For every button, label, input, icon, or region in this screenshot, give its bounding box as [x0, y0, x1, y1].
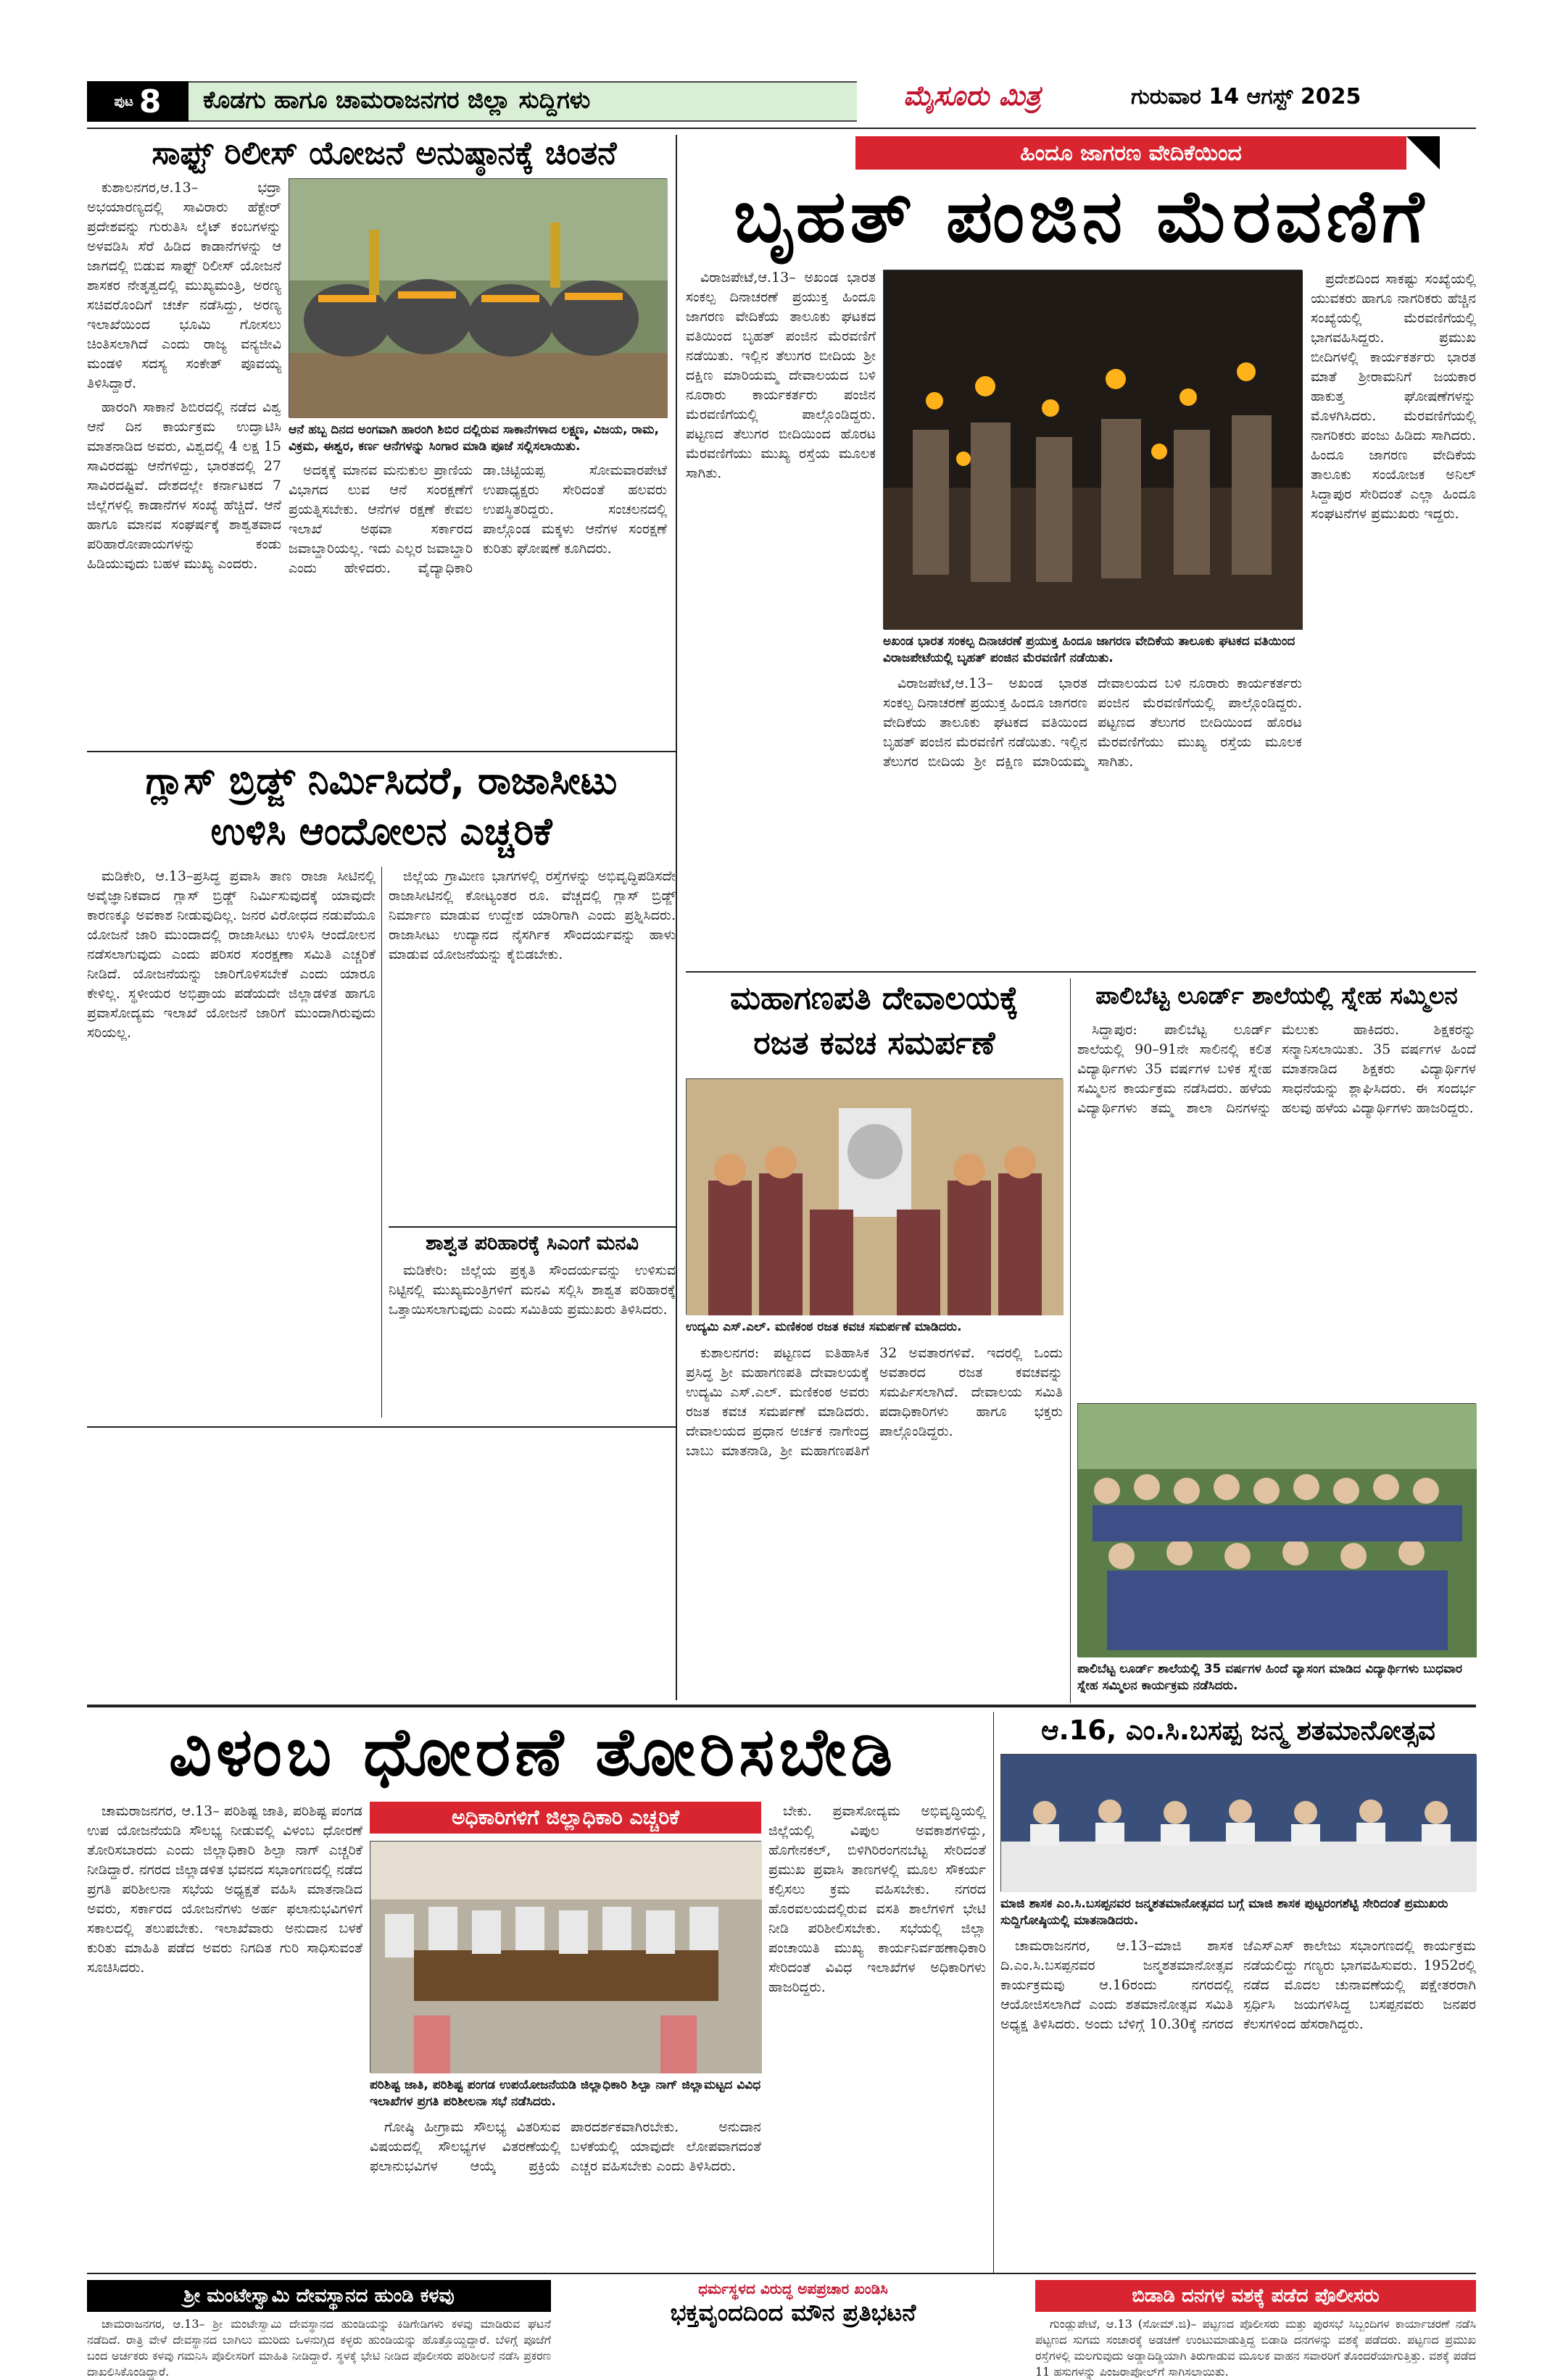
photo-caption: ಪಾಲಿಬೆಟ್ಟ ಲೂರ್ಡ್ ಶಾಲೆಯಲ್ಲಿ 35 ವರ್ಷಗಳ ಹಿಂದೆ ವ್ಯಾಸಂಗ ಮಾಡಿದ ವಿದ್ಯಾರ್ಥಿಗಳು ಬುಧವಾರ ಸ್ನೇಹ ಸಮ್ಮಿಲನ ಕಾರ್ಯಕ್ರಮ ನಡೆಸಿದರು.	[1077, 1662, 1462, 1693]
headline-glass-bridge: ಗ್ಲಾಸ್ ಬ್ರಿಡ್ಜ್ ನಿರ್ಮಿಸಿದರೆ, ರಾಜಾಸೀಟು	[145, 760, 618, 803]
photo-caption: ಅಖಂಡ ಭಾರತ ಸಂಕಲ್ಪ ದಿನಾಚರಣೆ ಪ್ರಯುಕ್ತ ಹಿಂದೂ ಜಾಗರಣ ವೇದಿಕೆಯ ತಾಲೂಕು ಘಟಕದ ವತಿಯಿಂದ ವಿರಾಜಪೇಟೆಯಲ್ಲಿ ಬೃಹತ್ ಪಂಜಿನ ಮೆರವಣಿಗೆ ನಡೆಯಿತು.	[883, 634, 1295, 665]
headline-stray-cattle: ಬಿಡಾಡಿ ದನಗಳ ವಶಕ್ಕೆ ಪಡೆದ ಪೊಲೀಸರು	[1035, 2280, 1476, 2312]
section-divider	[87, 2273, 1476, 2274]
article-body	[883, 674, 1302, 964]
subhead-cm-appeal: ಶಾಶ್ವತ ಪರಿಹಾರಕ್ಕೆ ಸಿಎಂಗೆ ಮನವಿ	[389, 1226, 676, 1255]
story-divider	[686, 971, 1476, 973]
alumni-group-photo	[1077, 1403, 1476, 1657]
headline-silent-protest: ಭಕ್ತವೃಂದದಿಂದ ಮೌನ ಪ್ರತಿಭಟನೆ	[670, 2299, 916, 2326]
paragraph: ಚಾಮರಾಜನಗರ, ಆ.13–ಮಾಜಿ ಶಾಸಕ ದಿ.ಎಂ.ಸಿ.ಬಸಪ್ಪನವರ ಜನ್ಮಶತಮಾನೋತ್ಸವ ಕಾರ್ಯಕ್ರಮವು ಆ.16ರಂದು ನಗರದಲ್ಲಿ ಆಯೋಜಿಸಲಾಗಿದೆ ಎಂದು ಶತಮಾನೋತ್ಸವ ಸಮಿತಿ ಅಧ್ಯಕ್ಷ ತಿಳಿಸಿದರು. ಅಂದು ಬೆಳಿಗ್ಗೆ 10.30ಕ್ಕೆ ನಗರದ ಜೆಎಸ್‌ಎಸ್ ಕಾಲೇಜು ಸಭಾಂಗಣದಲ್ಲಿ ಕಾರ್ಯಕ್ರಮ ನಡೆಯಲಿದ್ದು ಗಣ್ಯರು ಭಾಗವಹಿಸುವರು. 1952ರಲ್ಲಿ ನಡೆದ ಮೊದಲ ಚುನಾವಣೆಯಲ್ಲಿ ಪಕ್ಷೇತರರಾಗಿ ಸ್ಪರ್ಧಿಸಿ ಜಯಗಳಿಸಿದ್ದ ಬಸಪ್ಪನವರು ಜನಪರ ಕೆಲಸಗಳಿಂದ ಹೆಸರಾಗಿದ್ದರು.	[1000, 1938, 1476, 2032]
article-body	[389, 1261, 676, 1418]
newspaper-name: ಮೈಸೂರು ಮಿತ್ರ	[903, 80, 1041, 112]
article-body	[87, 2316, 551, 2379]
headline-brihat-panjina: ಬೃಹತ್ ಪಂಜಿನ ಮೆರವಣಿಗೆ	[733, 174, 1429, 259]
paragraph: ಚಾಮರಾಜನಗರ, ಆ.13– ಪರಿಶಿಷ್ಟ ಜಾತಿ, ಪರಿಶಿಷ್ಟ ಪಂಗಡ ಉಪ ಯೋಜನೆಯಡಿ ಸೌಲಭ್ಯ ನೀಡುವಲ್ಲಿ ವಿಳಂಬ ಧೋರಣೆ ತೋರಿಸಬಾರದು ಎಂದು ಜಿಲ್ಲಾಧಿಕಾರಿ ಶಿಲ್ಪಾ ನಾಗ್ ಎಚ್ಚರಿಕೆ ನೀಡಿದ್ದಾರೆ. ನಗರದ ಜಿಲ್ಲಾಡಳಿತ ಭವನದ ಸಭಾಂಗಣದಲ್ಲಿ ನಡೆದ ಪ್ರಗತಿ ಪರಿಶೀಲನಾ ಸಭೆಯ ಅಧ್ಯಕ್ಷತೆ ವಹಿಸಿ ಮಾತನಾಡಿದ ಅವರು, ಸರ್ಕಾರದ ಯೋಜನೆಗಳು ಅರ್ಹ ಫಲಾನುಭವಿಗಳಿಗೆ ಸಕಾಲದಲ್ಲಿ ತಲುಪಬೇಕು. ಇಲಾಖೆವಾರು ಅನುದಾನ ಬಳಕೆ ಕುರಿತು ಮಾಹಿತಿ ಪಡೆದ ಅವರು ನಿಗದಿತ ಗುರಿ ಸಾಧಿಸುವಂತೆ ಸೂಚಿಸಿದರು.	[87, 1803, 362, 1976]
silver-kavacha-photo	[686, 1078, 1063, 1315]
article-body	[686, 268, 876, 964]
column-divider	[993, 1712, 994, 2274]
article-body	[289, 461, 667, 744]
meeting-photo	[370, 1841, 761, 2073]
column-divider	[676, 135, 677, 1700]
paragraph: ಗುಂಡ್ಲುಪೇಟೆ, ಆ.13 (ಸೋಮ್.ಜಿ)– ಪಟ್ಟಣದ ಪೊಲೀಸರು ಮತ್ತು ಪುರಸಭೆ ಸಿಬ್ಬಂದಿಗಳ ಕಾರ್ಯಾಚರಣೆ ನಡೆಸಿ ಪಟ್ಟಣದ ಸುಗಮ ಸಂಚಾರಕ್ಕೆ ಅಡಚಣೆ ಉಂಟುಮಾಡುತ್ತಿದ್ದ ಬಿಡಾಡಿ ದನಗಳನ್ನು ವಶಕ್ಕೆ ಪಡೆದರು. ಪಟ್ಟಣದ ಪ್ರಮುಖ ರಸ್ತೆಗಳಲ್ಲಿ ಮಲಗುವುದು ಅಡ್ಡಾದಿಡ್ಡಿಯಾಗಿ ತಿರುಗಾಡುವ ಮೂಲಕ ವಾಹನ ಸವಾರರಿಗೆ ತೊಂದರೆಯಾಗುತ್ತಿತ್ತು. ವಶಕ್ಕೆ ಪಡೆದ 11 ಹಸುಗಳನ್ನು ಪಿಂಜರಾಪೋಲ್‌ಗೆ ಸಾಗಿಸಲಾಯಿತು.	[1035, 2317, 1476, 2379]
headline-palibetta: ಪಾಲಿಬೆಟ್ಟ ಲೂರ್ಡ್ ಶಾಲೆಯಲ್ಲಿ ಸ್ನೇಹ ಸಮ್ಮಿಲನ	[1095, 981, 1458, 1010]
headline-mahaganapathi: ಮಹಾಗಣಪತಿ ದೇವಾಲಯಕ್ಕೆ	[730, 980, 1019, 1017]
article-body	[1077, 1020, 1476, 1397]
headline-basappa: ಆ.16, ಎಂ.ಸಿ.ಬಸಪ್ಪ ಜನ್ಮ ಶತಮಾನೋತ್ಸವ	[1041, 1715, 1435, 1746]
paragraph: ವಿರಾಜಪೇಟೆ,ಆ.13– ಅಖಂಡ ಭಾರತ ಸಂಕಲ್ಪ ದಿನಾಚರಣೆ ಪ್ರಯುಕ್ತ ಹಿಂದೂ ಜಾಗರಣ ವೇದಿಕೆಯ ತಾಲೂಕು ಘಟಕದ ವತಿಯಿಂದ ಬೃಹತ್ ಪಂಜಿನ ಮೆರವಣಿಗೆ ನಡೆಯಿತು. ಇಲ್ಲಿನ ತೆಲುಗರ ಬೀದಿಯ ಶ್ರೀ ದಕ್ಷಿಣ ಮಾರಿಯಮ್ಮ ದೇವಾಲಯದ ಬಳಿ ನೂರಾರು ಕಾರ್ಯಕರ್ತರು ಪಂಜಿನ ಮೆರವಣಿಗೆಯಲ್ಲಿ ಪಾಲ್ಗೊಂಡಿದ್ದರು. ಪಟ್ಟಣದ ತೆಲುಗರ ಬೀದಿಯಿಂದ ಹೊರಟ ಮೆರವಣಿಗೆಯು ಮುಖ್ಯ ರಸ್ತೆಯ ಮೂಲಕ ಸಾಗಿತು.	[883, 675, 1302, 770]
paragraph: ಕುಶಾಲನಗರ: ಪಟ್ಟಣದ ಐತಿಹಾಸಿಕ ಪ್ರಸಿದ್ಧ ಶ್ರೀ ಮಹಾಗಣಪತಿ ದೇವಾಲಯಕ್ಕೆ ಉದ್ಯಮಿ ಎಸ್.ಎಲ್. ಮಣಿಕಂಠ ಅವರು ರಜತ ಕವಚ ಸಮರ್ಪಣೆ ಮಾಡಿದರು. ದೇವಾಲಯದ ಪ್ರಧಾನ ಅರ್ಚಕ ನಾಗೇಂದ್ರ ಬಾಬು ಮಾತನಾಡಿ, ಶ್ರೀ ಮಹಾಗಣಪತಿಗೆ 32 ಅವತಾರಗಳಿವೆ. ಇದರಲ್ಲಿ ಒಂದು ಅವತಾರದ ರಜತ ಕವಚವನ್ನು ಸಮರ್ಪಿಸಲಾಗಿದೆ. ದೇವಾಲಯ ಸಮಿತಿ ಪದಾಧಿಕಾರಿಗಳು ಹಾಗೂ ಭಕ್ತರು ಪಾಲ್ಗೊಂಡಿದ್ದರು.	[686, 1345, 1063, 1459]
article-body	[768, 1802, 986, 2265]
paragraph: ಪ್ರದೇಶದಿಂದ ಸಾಕಷ್ಟು ಸಂಖ್ಯೆಯಲ್ಲಿ ಯುವಕರು ಹಾಗೂ ನಾಗರಿಕರು ಹೆಚ್ಚಿನ ಸಂಖ್ಯೆಯಲ್ಲಿ ಮೆರವಣಿಗೆಯಲ್ಲಿ ಭಾಗವಹಿಸಿದ್ದರು. ಪ್ರಮುಖ ಬೀದಿಗಳಲ್ಲಿ ಕಾರ್ಯಕರ್ತರು ಭಾರತ ಮಾತೆ ಶ್ರೀರಾಮನಿಗೆ ಜಯಕಾರ ಹಾಕುತ್ತ ಘೋಷಣೆಗಳನ್ನು ಮೊಳಗಿಸಿದರು. ಮೆರವಣಿಗೆಯಲ್ಲಿ ನಾಗರಿಕರು ಪಂಜು ಹಿಡಿದು ಸಾಗಿದರು. ಹಿಂದೂ ಜಾಗರಣ ವೇದಿಕೆಯ ತಾಲೂಕು ಸಂಯೋಜಕ ಅನಿಲ್ ಸಿದ್ದಾಪುರ ಸೇರಿದಂತೆ ಎಲ್ಲಾ ಹಿಂದೂ ಸಂಘಟನೆಗಳ ಪ್ರಮುಖರು ಇದ್ದರು.	[1311, 271, 1476, 522]
section-divider	[87, 1705, 1476, 1707]
page-prefix: ಪುಟ	[114, 93, 133, 109]
silver-kavacha-image	[687, 1079, 1064, 1315]
article-body	[87, 867, 376, 1418]
column-divider	[381, 867, 382, 1418]
article-body	[686, 1344, 1063, 1706]
photo-caption: ಉದ್ಯಮಿ ಎಸ್.ಎಲ್. ಮಣಿಕಂಠ ರಜತ ಕವಚ ಸಮರ್ಪಣೆ ಮಾಡಿದರು.	[686, 1320, 962, 1334]
paragraph: ಮಡಿಕೇರಿ: ಜಿಲ್ಲೆಯ ಪ್ರಕೃತಿ ಸೌಂದರ್ಯವನ್ನು ಉಳಿಸುವ ನಿಟ್ಟಿನಲ್ಲಿ ಮುಖ್ಯಮಂತ್ರಿಗಳಿಗೆ ಮನವಿ ಸಲ್ಲಿಸಿ ಶಾಶ್ವತ ಪರಿಹಾರಕ್ಕೆ ಒತ್ತಾಯಿಸಲಾಗುವುದು ಎಂದು ಸಮಿತಿಯ ಪ್ರಮುಖರು ತಿಳಿಸಿದರು.	[389, 1262, 676, 1318]
page-number-label	[87, 81, 188, 122]
paragraph: ಸಿದ್ದಾಪುರ: ಪಾಲಿಬೆಟ್ಟ ಲೂರ್ಡ್ ಶಾಲೆಯಲ್ಲಿ 90–91ನೇ ಸಾಲಿನಲ್ಲಿ ಕಲಿತ ವಿದ್ಯಾರ್ಥಿಗಳು 35 ವರ್ಷಗಳ ಬಳಿಕ ಸ್ನೇಹ ಸಮ್ಮಿಲನ ಕಾರ್ಯಕ್ರಮ ನಡೆಸಿದರು. ಹಳೆಯ ವಿದ್ಯಾರ್ಥಿಗಳು ತಮ್ಮ ಶಾಲಾ ದಿನಗಳನ್ನು ಮೆಲುಕು ಹಾಕಿದರು. ಶಿಕ್ಷಕರನ್ನು ಸನ್ಮಾನಿಸಲಾಯಿತು. 35 ವರ್ಷಗಳ ಹಿಂದೆ ಮಾತನಾಡಿದ ಶಿಕ್ಷಕರು ವಿದ್ಯಾರ್ಥಿಗಳ ಸಾಧನೆಯನ್ನು ಶ್ಲಾಘಿಸಿದರು. ಈ ಸಂದರ್ಭ ಹಲವು ಹಳೆಯ ವಿದ್ಯಾರ್ಥಿಗಳು ಹಾಜರಿದ್ದರು.	[1077, 1022, 1476, 1116]
paragraph: ಗೋಷ್ಠಿ ಹೀಗ್ರಾಮ ಸೌಲಭ್ಯ ವಿತರಿಸುವ ವಿಷಯದಲ್ಲಿ ಸೌಲಭ್ಯಗಳ ವಿತರಣೆಯಲ್ಲಿ ಫಲಾನುಭವಿಗಳ ಆಯ್ಕೆ ಪ್ರಕ್ರಿಯೆ ಪಾರದರ್ಶಕವಾಗಿರಬೇಕು. ಅನುದಾನ ಬಳಕೆಯಲ್ಲಿ ಯಾವುದೇ ಲೋಪವಾಗದಂತೆ ಎಚ್ಚರ ವಹಿಸಬೇಕು ಎಂದು ತಿಳಿಸಿದರು.	[370, 2119, 761, 2174]
headline-glass-bridge-line2: ಉಳಿಸಿ ಆಂದೋಲನ ಎಚ್ಚರಿಕೆ	[210, 810, 552, 854]
paragraph: ಬೇಕು. ಪ್ರವಾಸೋದ್ಯಮ ಅಭಿವೃದ್ಧಿಯಲ್ಲಿ ಜಿಲ್ಲೆಯಲ್ಲಿ ವಿಪುಲ ಅವಕಾಶಗಳಿದ್ದು, ಹೊಗೇನಕಲ್, ಬಿಳಿಗಿರಿರಂಗನಬೆಟ್ಟ ಸೇರಿದಂತೆ ಪ್ರಮುಖ ಪ್ರವಾಸಿ ತಾಣಗಳಲ್ಲಿ ಮೂಲ ಸೌಕರ್ಯ ಕಲ್ಪಿಸಲು ಕ್ರಮ ವಹಿಸಬೇಕು. ನಗರದ ಹೊರವಲಯದಲ್ಲಿರುವ ವಸತಿ ಶಾಲೆಗಳಿಗೆ ಭೇಟಿ ನೀಡಿ ಪರಿಶೀಲಿಸಬೇಕು. ಸಭೆಯಲ್ಲಿ ಜಿಲ್ಲಾ ಪಂಚಾಯಿತಿ ಮುಖ್ಯ ಕಾರ್ಯನಿರ್ವಹಣಾಧಿಕಾರಿ ಸೇರಿದಂತೆ ವಿವಿಧ ಇಲಾಖೆಗಳ ಅಧಿಕಾರಿಗಳು ಹಾಜರಿದ್ದರು.	[768, 1803, 986, 1995]
photo-caption: ಮಾಜಿ ಶಾಸಕ ಎಂ.ಸಿ.ಬಸಪ್ಪನವರ ಜನ್ಮಶತಮಾನೋತ್ಸವದ ಬಗ್ಗೆ ಮಾಜಿ ಶಾಸಕ ಪುಟ್ಟರಂಗಶೆಟ್ಟಿ ಸೇರಿದಂತೆ ಪ್ರಮುಖರು ಸುದ್ದಿಗೋಷ್ಠಿಯಲ್ಲಿ ಮಾತನಾಡಿದರು.	[1000, 1897, 1448, 1928]
alumni-group-image	[1078, 1404, 1477, 1657]
section-title: ಕೊಡಗು ಹಾಗೂ ಚಾಮರಾಜನಗರ ಜಿಲ್ಲಾ ಸುದ್ದಿಗಳು	[203, 86, 591, 114]
article-body	[1035, 2316, 1476, 2379]
headline-soft-release: ಸಾಫ್ಟ್ ರಿಲೀಸ್ ಯೋಜನೆ ಅನುಷ್ಠಾನಕ್ಕೆ ಚಿಂತನೆ	[152, 135, 617, 172]
meeting-image	[370, 1842, 762, 2073]
paragraph: ಹಾರಂಗಿ ಸಾಕಾನೆ ಶಿಬಿರದಲ್ಲಿ ನಡೆದ ವಿಶ್ವ ಆನೆ ದಿನ ಕಾರ್ಯಕ್ರಮ ಉದ್ಘಾಟಿಸಿ ಮಾತನಾಡಿದ ಅವರು, ವಿಶ್ವದಲ್ಲಿ 4 ಲಕ್ಷ 15 ಸಾವಿರದಷ್ಟು ಆನೆಗಳಿದ್ದು, ಭಾರತದಲ್ಲಿ 27 ಸಾವಿರದಷ್ಟಿವೆ. ದೇಶದಲ್ಲೇ ಕರ್ನಾಟಕದ 7 ಜಿಲ್ಲೆಗಳಲ್ಲಿ ಕಾಡಾನೆಗಳ ಸಂಖ್ಯೆ ಹೆಚ್ಚಿದೆ. ಆನೆ ಹಾಗೂ ಮಾನವ ಸಂಘರ್ಷಕ್ಕೆ ಶಾಶ್ವತವಾದ ಪರಿಹಾರೋಪಾಯಗಳನ್ನು ಕಂಡು ಹಿಡಿಯುವುದು ಬಹಳ ಮುಖ್ಯ ಎಂದರು.	[87, 399, 281, 572]
paragraph: ವಿರಾಜಪೇಟೆ,ಆ.13– ಅಖಂಡ ಭಾರತ ಸಂಕಲ್ಪ ದಿನಾಚರಣೆ ಪ್ರಯುಕ್ತ ಹಿಂದೂ ಜಾಗರಣ ವೇದಿಕೆಯ ತಾಲೂಕು ಘಟಕದ ವತಿಯಿಂದ ಬೃಹತ್ ಪಂಜಿನ ಮೆರವಣಿಗೆ ನಡೆಯಿತು. ಇಲ್ಲಿನ ತೆಲುಗರ ಬೀದಿಯ ಶ್ರೀ ದಕ್ಷಿಣ ಮಾರಿಯಮ್ಮ ದೇವಾಲಯದ ಬಳಿ ನೂರಾರು ಕಾರ್ಯಕರ್ತರು ಪಂಜಿನ ಮೆರವಣಿಗೆಯಲ್ಲಿ ಪಾಲ್ಗೊಂಡಿದ್ದರು. ಪಟ್ಟಣದ ತೆಲುಗರ ಬೀದಿಯಿಂದ ಹೊರಟ ಮೆರವಣಿಗೆಯು ಮುಖ್ಯ ರಸ್ತೆಯ ಮೂಲಕ ಸಾಗಿತು.	[686, 270, 876, 481]
article-body	[87, 1802, 362, 2265]
paragraph: ಚಾಮರಾಜನಗರ, ಆ.13– ಶ್ರೀ ಮಂಟೇಸ್ವಾಮಿ ದೇವಸ್ಥಾನದ ಹುಂಡಿಯನ್ನು ಕಿಡಿಗೇಡಿಗಳು ಕಳವು ಮಾಡಿರುವ ಘಟನೆ ನಡೆದಿದೆ. ರಾತ್ರಿ ವೇಳೆ ದೇವಸ್ಥಾನದ ಬಾಗಿಲು ಮುರಿದು ಒಳನುಗ್ಗಿದ ಕಳ್ಳರು ಹುಂಡಿಯನ್ನು ಹೊತ್ತೊಯ್ದಿದ್ದಾರೆ. ಬೆಳಿಗ್ಗೆ ಪೂಜೆಗೆ ಬಂದ ಅರ್ಚಕರು ಕಳವು ಗಮನಿಸಿ ಪೊಲೀಸರಿಗೆ ಮಾಹಿತಿ ನೀಡಿದ್ದಾರೆ. ಸ್ಥಳಕ್ಕೆ ಭೇಟಿ ನೀಡಿದ ಪೊಲೀಸರು ಪರಿಶೀಲನೆ ನಡೆಸಿ ಪ್ರಕರಣ ದಾಖಲಿಸಿಕೊಂಡಿದ್ದಾರೆ.	[87, 2317, 551, 2379]
headline-hundi-theft: ಶ್ರೀ ಮಂಟೇಸ್ವಾಮಿ ದೇವಸ್ಥಾನದ ಹುಂಡಿ ಕಳವು	[87, 2280, 551, 2312]
page-number: 8	[138, 83, 162, 120]
press-meet-image	[1001, 1755, 1477, 1892]
torch-procession-image	[884, 270, 1303, 630]
article-body	[389, 867, 676, 1222]
paragraph: ಕುಶಾಲನಗರ,ಆ.13– ಭದ್ರಾ ಅಭಯಾರಣ್ಯದಲ್ಲಿ ಸಾವಿರಾರು ಹೆಕ್ಟೇರ್ ಪ್ರದೇಶವನ್ನು ಗುರುತಿಸಿ ಲೈಟ್ ಕಂಬಗಳನ್ನು ಅಳವಡಿಸಿ ಸೆರೆ ಹಿಡಿದ ಕಾಡಾನೆಗಳನ್ನು ಆ ಜಾಗದಲ್ಲಿ ಬಿಡುವ ಸಾಫ್ಟ್ ರಿಲೀಸ್ ಯೋಜನೆ ಶಾಸಕರ ನೇತೃತ್ವದಲ್ಲಿ ಮುಖ್ಯಮಂತ್ರಿ, ಅರಣ್ಯ ಸಚಿವರೊಂದಿಗೆ ಚರ್ಚೆ ನಡೆಸಿದ್ದು, ಅರಣ್ಯ ಇಲಾಖೆಯಿಂದ ಭೂಮಿ ಗೋಸಲು ಚಿಂತಿಸಲಾಗಿದೆ ಎಂದು ರಾಜ್ಯ ವನ್ಯಜೀವಿ ಮಂಡಳಿ ಸದಸ್ಯ ಸಂಕೇತ್ ಪೂವಯ್ಯ ತಿಳಿಸಿದ್ದಾರೆ.	[87, 180, 281, 391]
masthead-divider	[87, 128, 1476, 129]
article-body	[1000, 1936, 1476, 2265]
kicker-dharmasthala: ಧರ್ಮಸ್ಥಳದ ವಿರುದ್ಧ ಅಪಪ್ರಚಾರ ಖಂಡಿಸಿ	[698, 2280, 888, 2297]
column-divider	[1070, 978, 1071, 1703]
article-body	[87, 178, 281, 744]
story-divider	[87, 1426, 676, 1428]
headline-vilamba: ವಿಳಂಬ ಧೋರಣೆ ತೋರಿಸಬೇಡಿ	[168, 1713, 897, 1791]
story-divider	[87, 751, 676, 752]
paragraph: ಮಡಿಕೇರಿ, ಆ.13–ಪ್ರಸಿದ್ಧ ಪ್ರವಾಸಿ ತಾಣ ರಾಜಾ ಸೀಟಿನಲ್ಲಿ ಅವೈಜ್ಞಾನಿಕವಾದ ಗ್ಲಾಸ್ ಬ್ರಿಡ್ಜ್ ನಿರ್ಮಿಸುವುದಕ್ಕೆ ಯಾವುದೇ ಕಾರಣಕ್ಕೂ ಅವಕಾಶ ನೀಡುವುದಿಲ್ಲ. ಜನರ ವಿರೋಧದ ನಡುವೆಯೂ ಯೋಜನೆ ಜಾರಿ ಮುಂದಾದಲ್ಲಿ ರಾಜಾಸೀಟು ಉಳಿಸಿ ಆಂದೋಲನ ನಡೆಸಲಾಗುವುದು ಎಂದು ಪರಿಸರ ಸಂರಕ್ಷಣಾ ಸಮಿತಿ ಎಚ್ಚರಿಕೆ ನೀಡಿದೆ. ಯೋಜನೆಯನ್ನು ಜಾರಿಗೊಳಿಸಬೇಕೆ ಎಂದು ಯಾರೂ ಕೇಳಿಲ್ಲ. ಸ್ಥಳೀಯರ ಅಭಿಪ್ರಾಯ ಪಡೆಯದೇ ಜಿಲ್ಲಾಡಳಿತ ಹಾಗೂ ಪ್ರವಾಸೋದ್ಯಮ ಇಲಾಖೆ ಯೋಜನೆ ಜಾರಿಗೆ ಮುಂದಾಗಿರುವುದು ಸರಿಯಲ್ಲ.	[87, 868, 376, 1041]
elephants-photo	[289, 178, 667, 417]
issue-date: ಗುರುವಾರ 14 ಆಗಸ್ಟ್ 2025	[1131, 84, 1361, 109]
torch-procession-photo	[883, 270, 1302, 629]
kicker-hindu-jagarana: ಹಿಂದೂ ಜಾಗರಣ ವೇದಿಕೆಯಿಂದ	[855, 136, 1406, 170]
kicker-corner-ornament	[1406, 136, 1440, 170]
article-body	[1311, 270, 1476, 964]
kicker-dc-warning: ಅಧಿಕಾರಿಗಳಿಗೆ ಜಿಲ್ಲಾಧಿಕಾರಿ ಎಚ್ಚರಿಕೆ	[370, 1802, 761, 1834]
paragraph: ಅದಕ್ಕಕ್ಕೆ ಮಾನವ ಮನುಕುಲ ಪ್ರಾಣಿಯ ವಿಭಾಗದ ಲುವ ಆನೆ ಸಂರಕ್ಷಣೆಗೆ ಪ್ರಯತ್ನಿಸಬೇಕು. ಆನೆಗಳ ರಕ್ಷಣೆ ಕೇವಲ ಇಲಾಖೆ ಅಥವಾ ಸರ್ಕಾರದ ಜವಾಬ್ದಾರಿಯಲ್ಲ. ಇದು ಎಲ್ಲರ ಜವಾಬ್ದಾರಿ ಎಂದು ಹೇಳಿದರು. ವೈದ್ಯಾಧಿಕಾರಿ ಡಾ.ಚಿಟ್ಟಿಯಪ್ಪ ಸೋಮವಾರಪೇಟೆ ಉಪಾಧ್ಯಕ್ಷರು ಸೇರಿದಂತೆ ಹಲವರು ಉಪಸ್ಥಿತರಿದ್ದರು. ಸಂಚಲನದಲ್ಲಿ ಪಾಲ್ಗೊಂಡ ಮಕ್ಕಳು ಆನೆಗಳ ಸಂರಕ್ಷಣೆ ಕುರಿತು ಘೋಷಣೆ ಕೂಗಿದರು.	[289, 462, 667, 576]
paragraph: ಜಿಲ್ಲೆಯ ಗ್ರಾಮೀಣ ಭಾಗಗಳಲ್ಲಿ ರಸ್ತೆಗಳನ್ನು ಅಭಿವೃದ್ಧಿಪಡಿಸದೇ ರಾಜಾಸೀಟಿನಲ್ಲಿ ಕೋಟ್ಯಂತರ ರೂ. ವೆಚ್ಚದಲ್ಲಿ ಗ್ಲಾಸ್ ಬ್ರಿಡ್ಜ್ ನಿರ್ಮಾಣ ಮಾಡುವ ಉದ್ದೇಶ ಯಾರಿಗಾಗಿ ಎಂದು ಪ್ರಶ್ನಿಸಿದರು. ರಾಜಾಸೀಟು ಉದ್ಯಾನದ ನೈಸರ್ಗಿಕ ಸೌಂದರ್ಯವನ್ನು ಹಾಳು ಮಾಡುವ ಯೋಜನೆಯನ್ನು ಕೈಬಿಡಬೇಕು.	[389, 868, 676, 962]
photo-caption: ಆನೆ ಹಬ್ಬ ದಿನದ ಅಂಗವಾಗಿ ಹಾರಂಗಿ ಶಿಬಿರ ದಲ್ಲಿರುವ ಸಾಕಾನೆಗಳಾದ ಲಕ್ಷ್ಮಣ, ವಿಜಯ, ರಾಮ, ವಿಕ್ರಮ, ಈಶ್ವರ, ಕರ್ಣ ಆನೆಗಳನ್ನು ಸಿಂಗಾರ ಮಾಡಿ ಪೂಜೆ ಸಲ್ಲಿಸಲಾಯಿತು.	[289, 423, 659, 454]
article-body	[370, 2118, 761, 2265]
photo-caption: ಪರಿಶಿಷ್ಟ ಜಾತಿ, ಪರಿಶಿಷ್ಟ ಪಂಗಡ ಉಪಯೋಜನೆಯಡಿ ಜಿಲ್ಲಾಧಿಕಾರಿ ಶಿಲ್ಪಾ ನಾಗ್ ಜಿಲ್ಲಾಮಟ್ಟದ ವಿವಿಧ ಇಲಾಖೆಗಳ ಪ್ರಗತಿ ಪರಿಶೀಲನಾ ಸಭೆ ನಡೆಸಿದರು.	[370, 2078, 761, 2109]
press-meet-photo	[1000, 1754, 1476, 1892]
headline-mahaganapathi-line2: ರಜತ ಕವಚ ಸಮರ್ಪಣೆ	[753, 1025, 995, 1062]
elephants-photo-image	[289, 179, 668, 418]
